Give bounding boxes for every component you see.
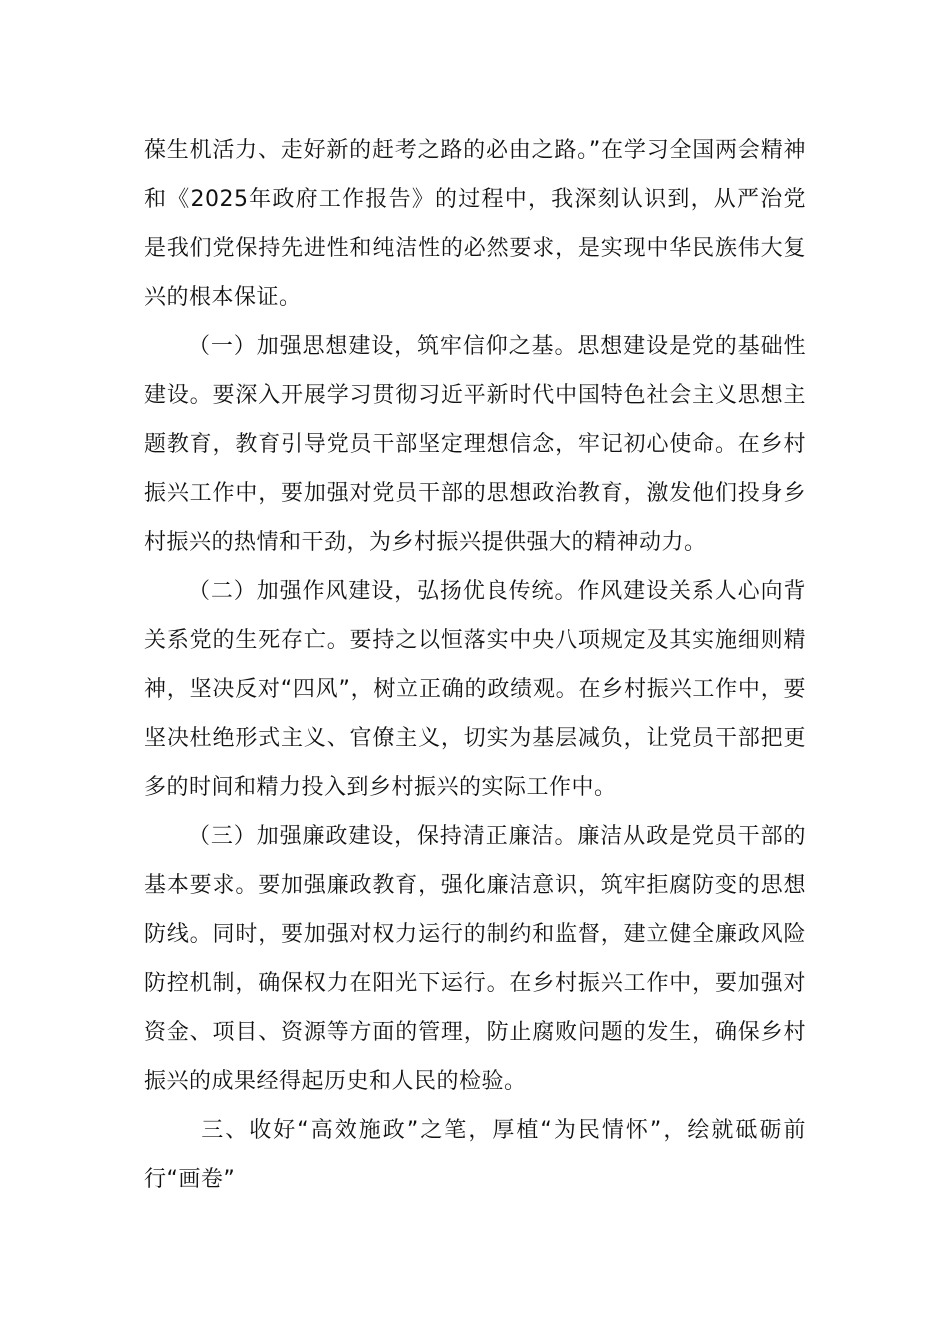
- document-body: [144, 126, 806, 1204]
- section-heading-three: 三、收好“高效施政”之笔，厚植“为民情怀”，绘就砥砺前行“画卷”: [144, 1118, 806, 1192]
- paragraph-intro-continuation: 葆生机活力、走好新的赶考之路的必由之路。”在学习全国两会精神和《2025年政府工作报告》的过程中，我深刻认识到，从严治党是我们党保持先进性和纯洁性的必然要求，是实现中华民族伟大复兴的根本保证。: [144, 138, 806, 310]
- paragraph-integrity-building: （三）加强廉政建设，保持清正廉洁。廉洁从政是党员干部的基本要求。要加强廉政教育，强化廉洁意识，筑牢拒腐防变的思想防线。同时，要加强对权力运行的制约和监督，建立健全廉政风险防控机制，确保权力在阳光下运行。在乡村振兴工作中，要加强对资金、项目、资源等方面的管理，防止腐败问题的发生，确保乡村振兴的成果经得起历史和人民的检验。: [144, 824, 806, 1094]
- paragraph-work-style-building: （二）加强作风建设，弘扬优良传统。作风建设关系人心向背关系党的生死存亡。要持之以恒落实中央八项规定及其实施细则精神，坚决反对“四风”，树立正确的政绩观。在乡村振兴工作中，要坚决杜绝形式主义、官僚主义，切实为基层减负，让党员干部把更多的时间和精力投入到乡村振兴的实际工作中。: [144, 579, 806, 800]
- paragraph-ideological-building: （一）加强思想建设，筑牢信仰之基。思想建设是党的基础性建设。要深入开展学习贯彻习近平新时代中国特色社会主义思想主题教育，教育引导党员干部坚定理想信念，牢记初心使命。在乡村振兴工作中，要加强对党员干部的思想政治教育，激发他们投身乡村振兴的热情和干劲，为乡村振兴提供强大的精神动力。: [144, 334, 806, 555]
